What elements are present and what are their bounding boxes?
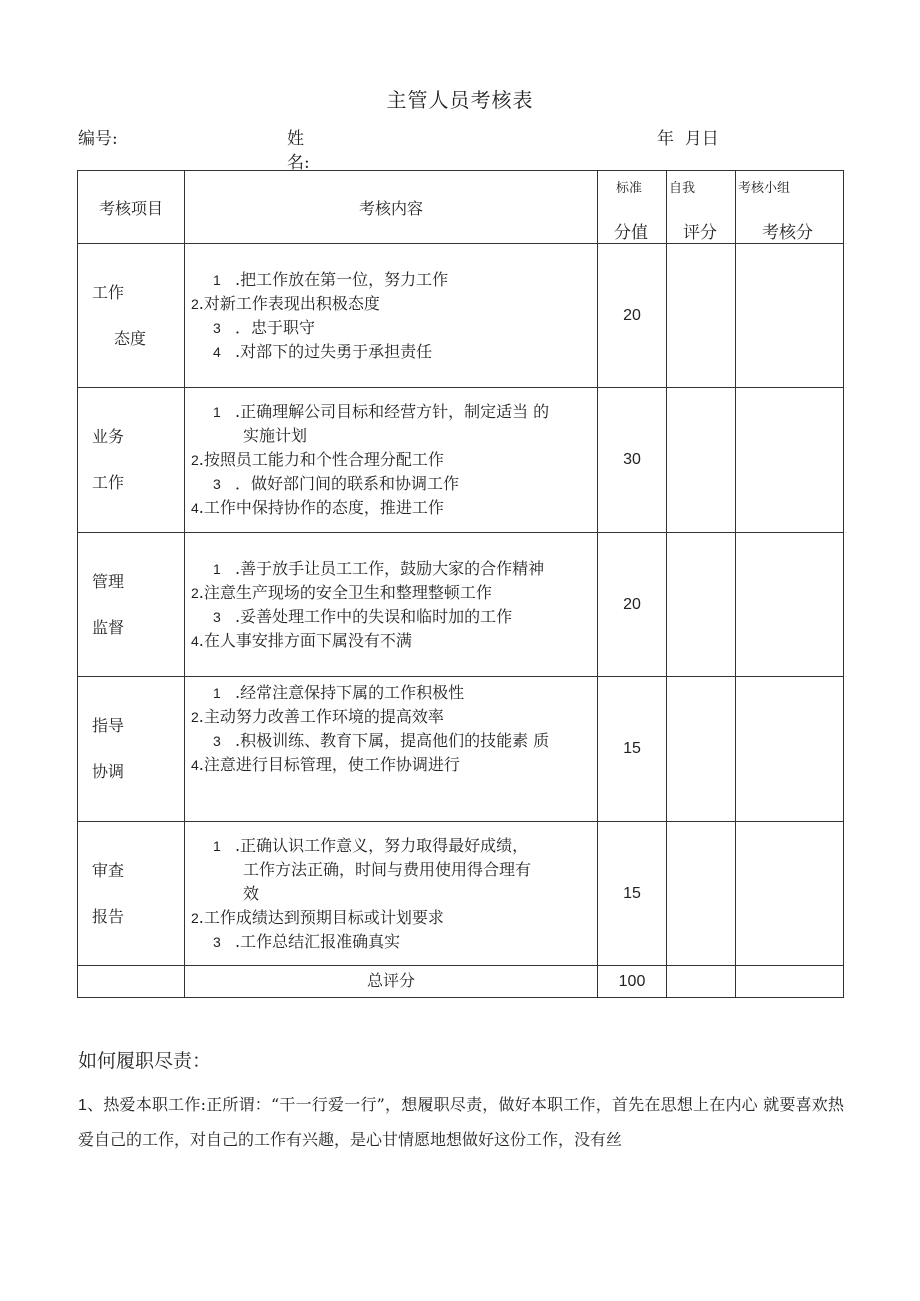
item-text: .工作成绩达到预期目标或计划要求 xyxy=(198,907,444,927)
header-group xyxy=(736,171,844,244)
list-item xyxy=(191,472,597,496)
item-text: .按照员工能力和个性合理分配工作 xyxy=(198,450,444,469)
category-cell xyxy=(78,533,185,677)
item-number: 4 xyxy=(213,343,221,360)
table-row xyxy=(78,533,844,677)
header-self xyxy=(667,171,736,244)
header-standard-bottom: 分值 xyxy=(614,223,648,243)
item-text: .注意进行目标管理，使工作协调进行 xyxy=(198,755,460,774)
table-row xyxy=(78,677,844,822)
list-item xyxy=(191,834,597,858)
header-self-bottom: 评分 xyxy=(683,223,717,243)
category-cell xyxy=(78,677,185,822)
item-text: .对部下的过失勇于承担责任 xyxy=(235,341,433,361)
item-text: .工作总结汇报准确真实 xyxy=(235,931,401,951)
standard-score: 15 xyxy=(598,677,667,822)
category-cell xyxy=(78,244,185,388)
category-line1: 管理 xyxy=(92,571,125,591)
list-item xyxy=(191,292,597,316)
list-item xyxy=(191,400,597,424)
group-score-cell[interactable] xyxy=(736,388,844,533)
item-number: 2 xyxy=(191,709,199,725)
category-cell xyxy=(78,388,185,533)
item-text: ．做好部门间的联系和协调工作 xyxy=(235,474,460,493)
item-number: 1 xyxy=(213,271,221,288)
item-number: 1 xyxy=(213,685,221,701)
item-continuation: 效 xyxy=(243,883,260,903)
list-item xyxy=(191,581,597,605)
list-item xyxy=(191,448,597,472)
item-text: .主动努力改善工作环境的提高效率 xyxy=(198,707,444,726)
category-line1: 业务 xyxy=(92,427,125,446)
item-number: 3 xyxy=(213,608,221,625)
item-number: 1 xyxy=(213,837,221,854)
paragraph-number: 1 xyxy=(78,1097,87,1114)
content-cell xyxy=(185,677,598,822)
total-self-cell[interactable] xyxy=(667,966,736,998)
date-label: 年 月日 xyxy=(657,129,719,149)
category-line2: 态度 xyxy=(114,328,147,348)
group-score-cell[interactable] xyxy=(736,822,844,966)
item-number: 4 xyxy=(191,757,199,773)
header-row xyxy=(78,171,844,244)
header-group-bottom: 考核分 xyxy=(762,223,813,243)
list-item xyxy=(191,340,597,364)
category-line1: 指导 xyxy=(92,716,125,735)
item-text: .注意生产现场的安全卫生和整理整顿工作 xyxy=(198,582,492,602)
list-item xyxy=(191,729,597,753)
item-number: 4 xyxy=(191,500,199,516)
item-continuation: 实施计划 xyxy=(243,426,308,445)
category-line2: 监督 xyxy=(92,617,125,637)
item-number: 3 xyxy=(213,476,221,492)
item-number: 2 xyxy=(191,584,199,601)
category-line2: 报告 xyxy=(92,906,125,926)
name-label-char1: 姓 xyxy=(287,129,304,149)
category-cell xyxy=(78,822,185,966)
total-row xyxy=(78,966,844,998)
list-item xyxy=(191,316,597,340)
self-score-cell[interactable] xyxy=(667,388,736,533)
number-label: 编号: xyxy=(78,129,118,149)
item-text: .正确认识工作意义，努力取得最好成绩， xyxy=(235,835,529,855)
category-line1: 工作 xyxy=(92,282,125,302)
item-text: .在人事安排方面下属没有不满 xyxy=(198,630,412,650)
list-item xyxy=(191,496,597,520)
section-heading: 如何履职尽责： xyxy=(78,1050,212,1072)
item-text: .积极训练、教育下属，提高他们的技能素 质 xyxy=(235,731,550,750)
item-text: ．忠于职守 xyxy=(235,317,316,337)
item-number: 2 xyxy=(191,452,199,468)
item-text: .正确理解公司目标和经营方针，制定适当 的 xyxy=(235,402,550,421)
header-item: 考核项目 xyxy=(78,171,185,244)
standard-score: 20 xyxy=(598,533,667,677)
total-group-cell[interactable] xyxy=(736,966,844,998)
category-line1: 审查 xyxy=(92,860,125,880)
section-paragraph xyxy=(78,1088,844,1157)
item-number: 2 xyxy=(191,909,199,926)
total-empty-cell xyxy=(78,966,185,998)
item-number: 2 xyxy=(191,295,199,312)
item-text: .对新工作表现出积极态度 xyxy=(198,293,380,313)
table-row xyxy=(78,822,844,966)
header-group-top: 考核小组 xyxy=(738,181,791,196)
item-text: .善于放手让员工工作，鼓励大家的合作精神 xyxy=(235,558,545,578)
self-score-cell[interactable] xyxy=(667,533,736,677)
total-score: 100 xyxy=(598,966,667,998)
self-score-cell[interactable] xyxy=(667,244,736,388)
list-item xyxy=(191,557,597,581)
item-number: 1 xyxy=(213,560,221,577)
table-row xyxy=(78,388,844,533)
page-title: 主管人员考核表 xyxy=(386,88,534,112)
table-row xyxy=(78,244,844,388)
content-cell xyxy=(185,533,598,677)
self-score-cell[interactable] xyxy=(667,677,736,822)
header-content: 考核内容 xyxy=(185,171,598,244)
list-item xyxy=(191,681,597,705)
total-label: 总评分 xyxy=(185,966,598,998)
list-item xyxy=(191,906,597,930)
self-score-cell[interactable] xyxy=(667,822,736,966)
item-number: 1 xyxy=(213,404,221,420)
standard-score: 15 xyxy=(598,822,667,966)
item-text: .把工作放在第一位，努力工作 xyxy=(235,269,449,289)
list-item xyxy=(191,268,597,292)
item-text: .妥善处理工作中的失误和临时加的工作 xyxy=(235,606,513,626)
header-self-top: 自我 xyxy=(669,181,696,196)
item-text: .经常注意保持下属的工作积极性 xyxy=(235,683,465,702)
content-cell xyxy=(185,244,598,388)
item-number: 4 xyxy=(191,632,199,649)
item-continuation: 工作方法正确，时间与费用使用得合理有 xyxy=(243,859,532,879)
list-item xyxy=(191,930,597,954)
item-text: .工作中保持协作的态度，推进工作 xyxy=(198,498,444,517)
category-line2: 工作 xyxy=(92,473,125,492)
item-number: 3 xyxy=(213,733,221,749)
header-standard xyxy=(598,171,667,244)
group-score-cell[interactable] xyxy=(736,533,844,677)
list-item xyxy=(191,629,597,653)
group-score-cell[interactable] xyxy=(736,677,844,822)
paragraph-text: 、热爱本职工作:正所谓：“干一行爱一行”，想履职尽责，做好本职工作，首先在思想上在内心 就要喜欢热爱自己的工作，对自己的工作有兴趣，是心甘情愿地想做好这份工作，没有丝 xyxy=(78,1095,844,1149)
category-line2: 协调 xyxy=(92,762,125,781)
item-number: 3 xyxy=(213,319,221,336)
content-cell xyxy=(185,822,598,966)
name-label-char2: 名: xyxy=(287,153,310,173)
item-number: 3 xyxy=(213,933,221,950)
header-standard-top: 标准 xyxy=(616,181,643,196)
group-score-cell[interactable] xyxy=(736,244,844,388)
list-item xyxy=(191,605,597,629)
assessment-table xyxy=(77,170,844,998)
standard-score: 20 xyxy=(598,244,667,388)
standard-score: 30 xyxy=(598,388,667,533)
content-cell xyxy=(185,388,598,533)
list-item xyxy=(191,753,597,777)
list-item xyxy=(191,705,597,729)
